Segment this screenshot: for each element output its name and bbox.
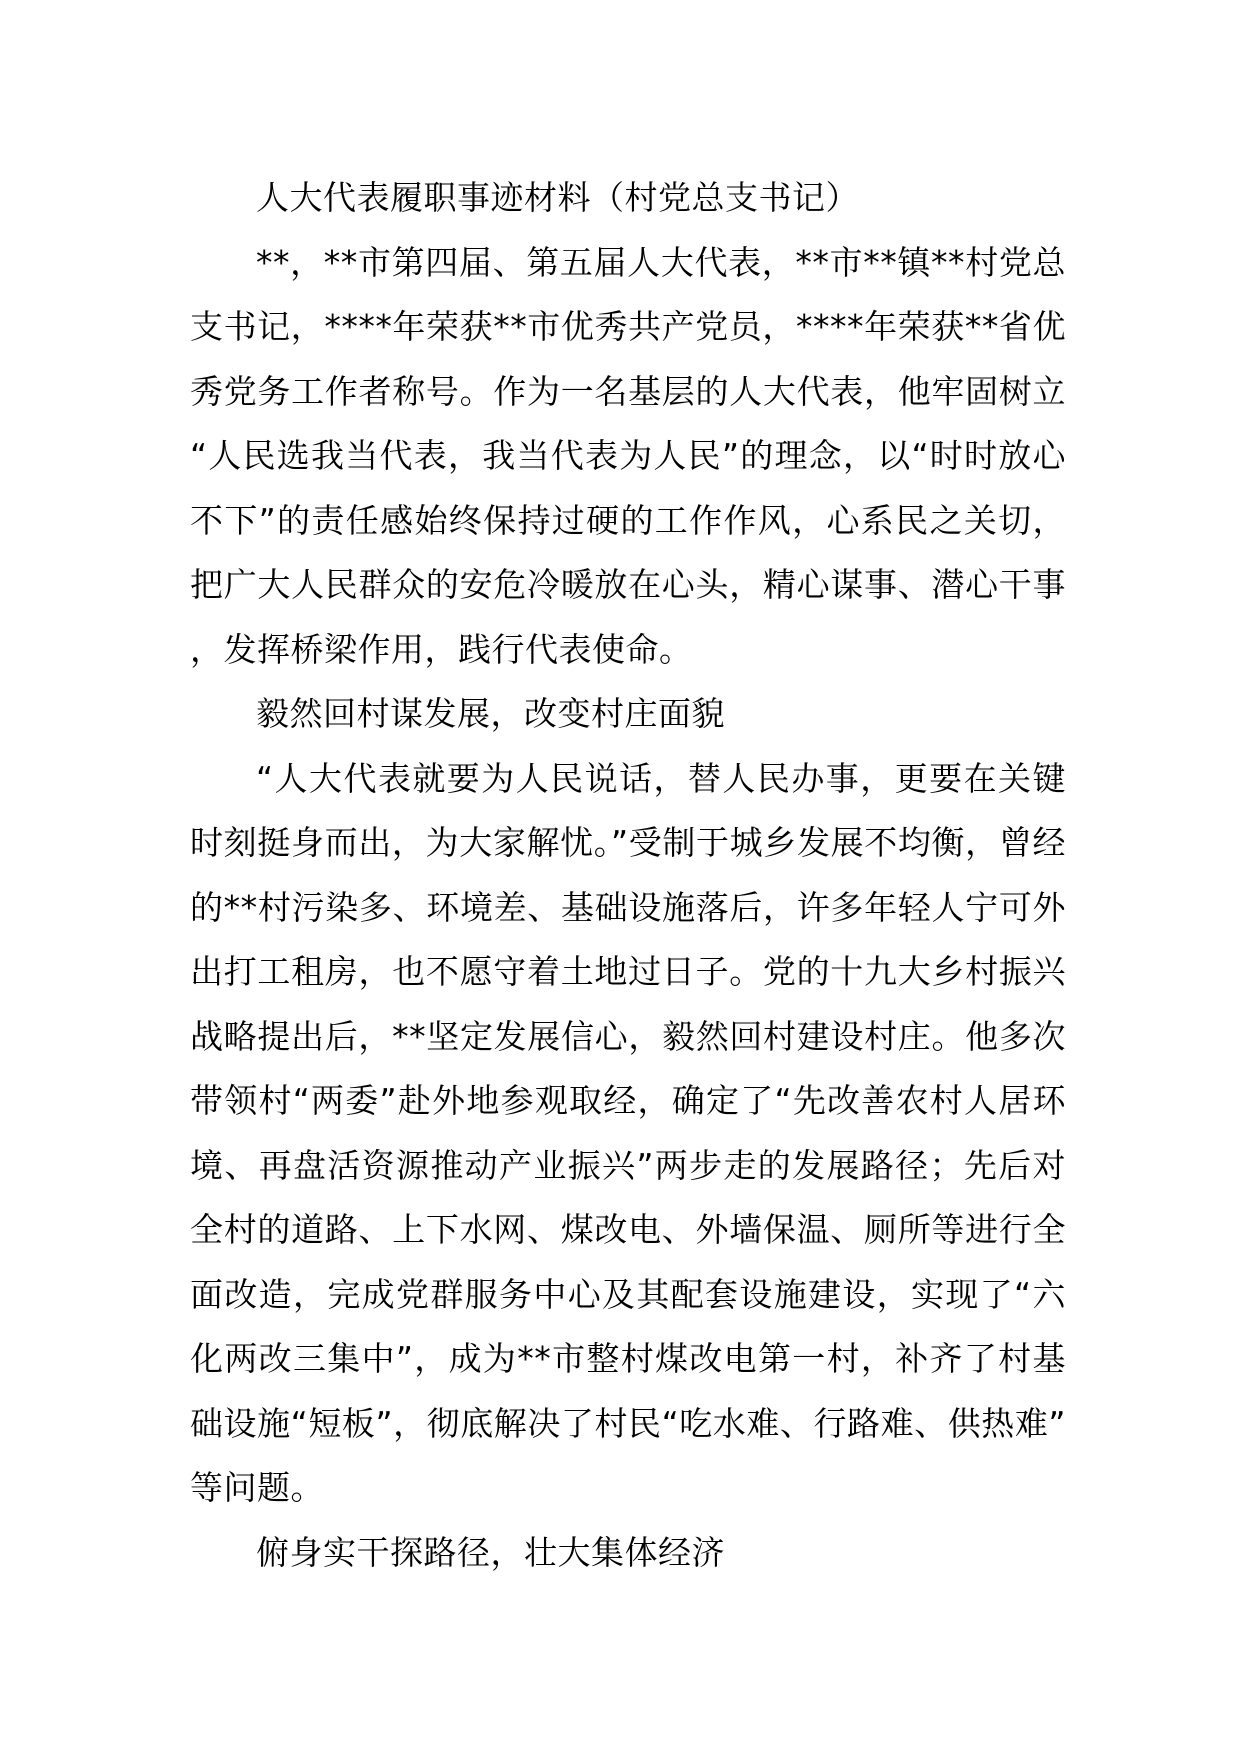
intro-paragraph: **，**市第四届、第五届人大代表，**市**镇**村党总支书记，****年荣获**市优秀共产党员，****年荣获**省优秀党务工作者称号。作为一名基层的人大代表，他牢固树立“人民选我当代表，我当代表为人民”的理念，以“时时放心不下”的责任感始终保持过硬的工作作风，心系民之关切，把广大人民群众的安危冷暖放在心头，精心谋事、潜心干事，发挥桥梁作用，践行代表使命。 [190,242,1066,669]
section-1-heading: 毅然回村谋发展，改变村庄面貌 [256,694,725,733]
document-body [190,166,1066,1585]
section-1-paragraph: “人大代表就要为人民说话，替人民办事，更要在关键时刻挺身而出，为大家解忧。”受制于城乡发展不均衡，曾经的**村污染多、环境差、基础设施落后，许多年轻人宁可外出打工租房，也不愿守着土地过日子。党的十九大乡村振兴战略提出后，**坚定发展信心，毅然回村建设村庄。他多次带领村“两委”赴外地参观取经，确定了“先改善农村人居环境、再盘活资源推动产业振兴”两步走的发展路径；先后对全村的道路、上下水网、煤改电、外墙保温、厕所等进行全面改造，完成党群服务中心及其配套设施建设，实现了“六化两改三集中”，成为**市整村煤改电第一村，补齐了村基础设施“短板”，彻底解决了村民“吃水难、行路难、供热难”等问题。 [190,758,1066,1507]
section-2-heading: 俯身实干探路径，壮大集体经济 [256,1532,725,1572]
document-title: 人大代表履职事迹材料（村党总支书记） [256,178,859,217]
